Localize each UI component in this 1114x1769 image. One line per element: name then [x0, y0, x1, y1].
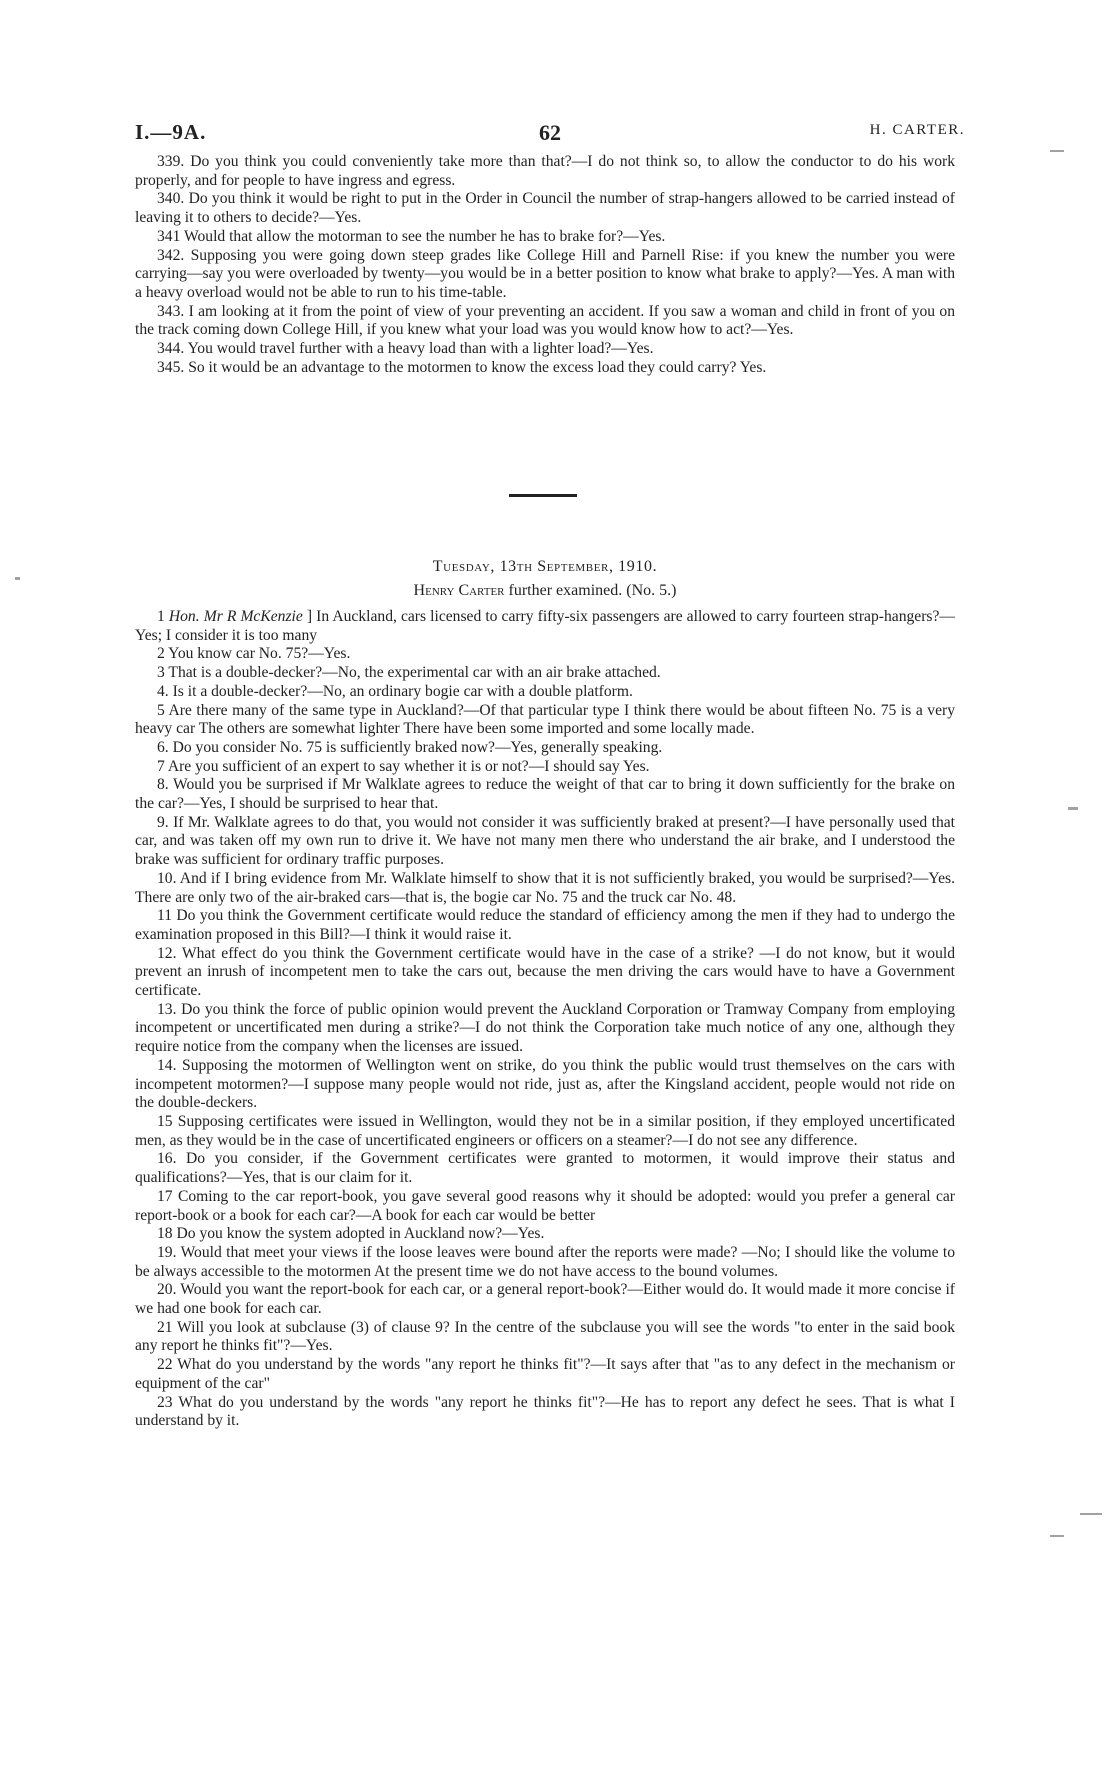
- paragraph: 340. Do you think it would be right to put in the Order in Council the number of strap-hangers allowed to be carried instead of leaving it to others to decide?—Yes.: [135, 190, 955, 227]
- paragraph: 22 What do you understand by the words "any report he thinks fit"?—It says after that "as to any defect in the mechanism or equipment of the car": [135, 1356, 955, 1392]
- paragraph: 13. Do you think the force of public opinion would prevent the Auckland Corporation or Tramway Company from employing incompetent or uncertificated men during a strike?—I do not think the Corporation take much notice of any one, although they require notice from the company when the licenses are issued.: [135, 1000, 955, 1056]
- section-one-text: [135, 153, 955, 377]
- paragraph: 10. And if I bring evidence from Mr. Walklate himself to show that it is not sufficiently braked, you would be surprised?—Yes. There are only two of the air-braked cars—that is, the bogie car No. 75 and the truck car No. 48.: [135, 869, 955, 906]
- paragraph: 9. If Mr. Walklate agrees to do that, you would not consider it was sufficiently braked at present?—I have personally used that car, and was taken off my own run to drive it. We have not many men there who understand the air brake, and I understood the brake was sufficient for ordinary traffic purposes.: [135, 813, 955, 869]
- paragraph: 345. So it would be an advantage to the motormen to know the excess load they could carry? Yes.: [157, 358, 767, 376]
- witness-heading: [135, 582, 955, 600]
- paragraph: 3 That is a double-decker?—No, the experimental car with an air brake attached.: [157, 664, 661, 682]
- paragraph: 7 Are you sufficient of an expert to say whether it is or not?—I should say Yes.: [157, 757, 650, 775]
- witness-status: further examined. (No. 5.): [504, 582, 677, 599]
- session-date: Tuesday, 13th September, 1910.: [432, 558, 658, 575]
- paragraph: 344. You would travel further with a heavy load than with a lighter load?—Yes.: [157, 340, 654, 358]
- question-text: ] In Auckland, cars licensed to carry fifty-six passengers are allowed to carry fourteen strap-hangers?—Yes; I consider it is too many: [135, 608, 955, 644]
- paragraph: 20. Would you want the report-book for each car, or a general report-book?—Either would do. It would made it more concise if we had one book for each car.: [135, 1281, 955, 1318]
- paragraph: 15 Supposing certificates were issued in Wellington, would they not be in a similar position, if they employed uncertificated men, as they would be in the case of uncertificated engineers or officers on a steamer?—I do not see any difference.: [135, 1112, 955, 1149]
- paragraph: 11 Do you think the Government certificate would reduce the standard of efficiency among the men if they had to undergo the examination proposed in this Bill?—I think it would raise it.: [135, 907, 955, 943]
- paragraph: 8. Would you be surprised if Mr Walklate agrees to reduce the weight of that car to bring it down sufficiently for the brake on the car?—Yes, I should be surprised to hear that.: [135, 776, 955, 813]
- scan-mark: [1050, 150, 1064, 152]
- paragraph: 342. Supposing you were going down steep grades like College Hill and Parnell Rise: if you knew the number you were carrying—say you were overloaded by twenty—you would be in a better position to know what brake to apply?—Yes. A man with a heavy overload would not be able to run to his time-table.: [135, 246, 955, 301]
- questioner-name: Hon. Mr R McKenzie: [168, 608, 303, 625]
- scan-mark: [1068, 807, 1078, 810]
- paragraph: 339. Do you think you could conveniently take more than that?—I do not think so, to allow the conductor to do his work properly, and for people to have ingress and egress.: [135, 153, 955, 189]
- page-header: [135, 120, 965, 146]
- paragraph: 6. Do you consider No. 75 is sufficiently braked now?—Yes, generally speaking.: [157, 738, 663, 756]
- paragraph: 4. Is it a double-decker?—No, an ordinary bogie car with a double platform.: [157, 682, 633, 700]
- witness-name: Henry Carter: [413, 582, 505, 599]
- paragraph: 343. I am looking at it from the point of view of your preventing an accident. If you saw a woman and child in front of you on the track coming down College Hill, if you knew what your load was you would know how to act?—Yes.: [135, 302, 955, 339]
- scan-mark: [1080, 1513, 1102, 1515]
- paragraph: 5 Are there many of the same type in Auckland?—Of that particular type I think there would be about fifteen No. 75 is a very heavy car The others are somewhat lighter There have been some imported and some locally made.: [135, 701, 955, 738]
- paragraph-first: [135, 608, 955, 645]
- question-number: 1: [157, 608, 169, 625]
- paragraph: 23 What do you understand by the words "any report he thinks fit"?—He has to report any defect he sees. That is what I understand by it.: [135, 1393, 955, 1430]
- paragraph: 12. What effect do you think the Government certificate would have in the case of a strike? —I do not know, but it would prevent an inrush of incompetent men to take the cars out, because the men driving the cars would have to have a Government certificate.: [135, 944, 955, 1000]
- paragraph: 2 You know car No. 75?—Yes.: [157, 645, 351, 663]
- witness-running-head: H. CARTER.: [869, 122, 965, 138]
- section-divider: [509, 494, 577, 497]
- document-reference: I.—9A.: [135, 120, 207, 144]
- paragraph: 21 Will you look at subclause (3) of clause 9? In the centre of the subclause you will see the words "to enter in the said book any report he thinks fit"?—Yes.: [135, 1318, 955, 1355]
- page-number: 62: [539, 120, 561, 145]
- scan-mark: [15, 577, 20, 580]
- paragraph: 18 Do you know the system adopted in Auckland now?—Yes.: [157, 1225, 545, 1243]
- section-two-text: [135, 608, 955, 1431]
- paragraph: 14. Supposing the motormen of Wellington went on strike, do you think the public would trust themselves on the cars with incompetent motormen?—I suppose many people would not ride, just as, after the Kingsland accident, people would not ride on the double-deckers.: [135, 1056, 955, 1112]
- paragraph: 16. Do you consider, if the Government certificates were granted to motormen, it would improve their status and qualifications?—Yes, that is our claim for it.: [135, 1150, 955, 1187]
- paragraph: 19. Would that meet your views if the loose leaves were bound after the reports were made? —No; I should like the volume to be always accessible to the motormen At the present time we do not have access to the bound volumes.: [135, 1243, 955, 1280]
- paragraph: 341 Would that allow the motorman to see the number he has to brake for?—Yes.: [157, 227, 666, 245]
- scan-mark: [1050, 1535, 1064, 1537]
- paragraph: 17 Coming to the car report-book, you gave several good reasons why it should be adopted: would you prefer a general car report-book or a book for each car?—A book for each car would be better: [135, 1187, 955, 1224]
